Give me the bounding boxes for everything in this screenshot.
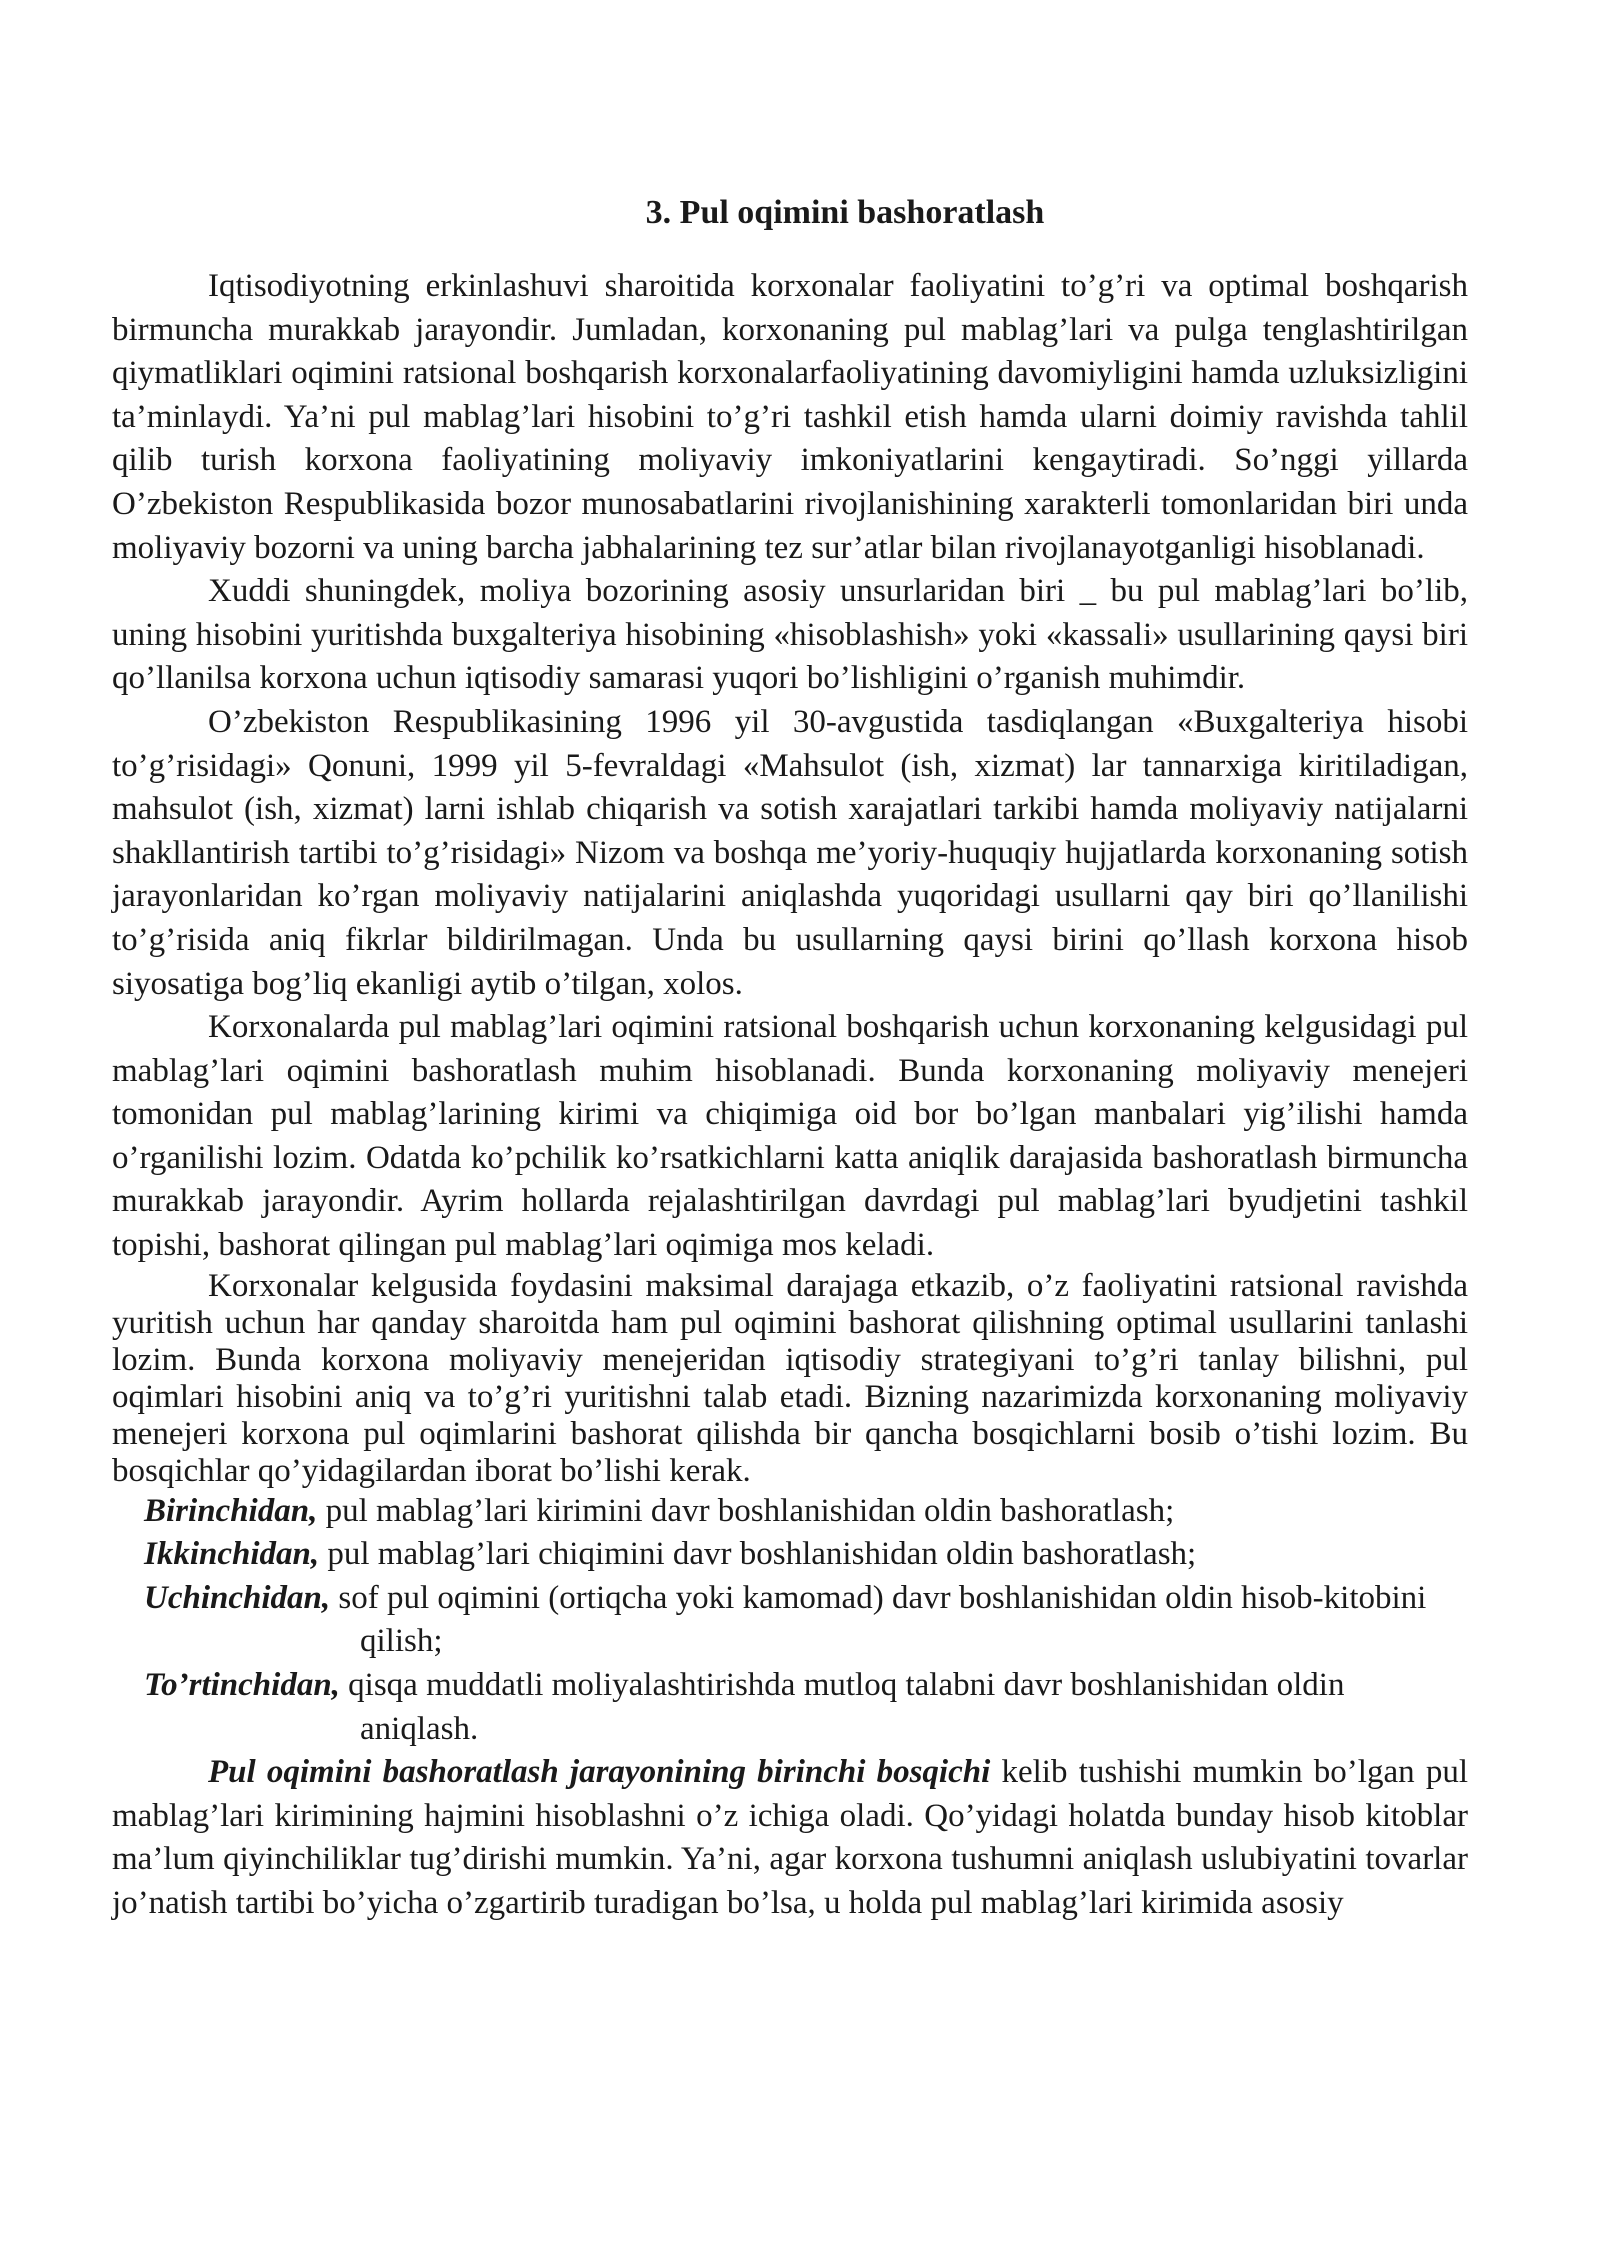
step-lead: Ikkinchidan,: [144, 1536, 320, 1573]
step-lead: Uchinchidan,: [144, 1579, 331, 1616]
step-lead: Birinchidan,: [144, 1492, 318, 1529]
paragraph-intro: Iqtisodiyotning erkinlashuvi sharoitida korxonalar faoliyatini to’g’ri va optimal boshqarish birmuncha murakkab jarayondir. Jumladan, korxonaning pul mablag’lari va pulga tenglashtirilgan qiymatliklari oqimini ratsional boshqarish korxonalarfaoliyatining davomiyligini hamda uzluksizligini ta’minlaydi. Ya’ni pul mablag’lari hisobini to’g’ri tashkil etish hamda ularni doimiy ravishda tahlil qilib turish korxona faoliyatining moliyaviy imkoniyatlarini kengaytiradi. So’nggi yillarda O’zbekiston Respublikasida bozor munosabatlarini rivojlanishining xarakterli tomonlaridan biri unda moliyaviy bozorni va uning barcha jabhalarining tez sur’atlar bilan rivojlanayotganligi hisoblanadi.: [112, 268, 1468, 566]
steps-list: [112, 1490, 1468, 1752]
list-item: [112, 1533, 1468, 1577]
paragraph-stages: Korxonalar kelgusida foydasini maksimal darajaga etkazib, o’z faoliyatini ratsional ravishda yuritish uchun har qanday sharoitda ham pul oqimini bashorat qilishning optimal usullarini tanlashi lozim. Bunda korxona moliyaviy menejeridan iqtisodiy strategiyani to’g’ri tanlay bilishni, pul oqimlari hisobini aniq va to’g’ri yuritishni talab etadi. Bizning nazarimizda korxonaning moliyaviy menejeri korxona pul oqimlarini bashorat qilishda bir qancha bosqichlarni bosib o’tishi lozim. Bu bosqichlar qo’yidagilardan iborat bo’lishi kerak.: [112, 1267, 1468, 1489]
paragraph-money-market: Xuddi shuningdek, moliya bozorining asosiy unsurlaridan biri _ bu pul mablag’lari bo’lib, uning hisobini yuritishda buxgalteriya hisobining «hisoblashish» yoki «kassali» usullarining qaysi biri qo’llanilsa korxona uchun iqtisodiy samarasi yuqori bo’lishligini o’rganish muhimdir.: [112, 573, 1468, 697]
list-item: [112, 1664, 1468, 1751]
document-page: [112, 185, 1468, 1926]
document-title: 3. Pul oqimini bashoratlash: [645, 194, 1045, 231]
step-text: pul mablag’lari chiqimini davr boshlanishidan oldin bashoratlash;: [319, 1536, 1197, 1573]
step-lead: To’rtinchidan,: [144, 1667, 340, 1704]
paragraph-legislation: O’zbekiston Respublikasining 1996 yil 30-avgustida tasdiqlangan «Buxgalteriya hisobi to’g’risidagi» Qonuni, 1999 yil 5-fevraldagi «Mahsulot (ish, xizmat) lar tannarxiga kiritiladigan, mahsulot (ish, xizmat) larni ishlab chiqarish va sotish xarajatlari tarkibi hamda moliyaviy natijalarni shakllantirish tartibi to’g’risidagi» Nizom va boshqa me’yoriy-huquqiy hujjatlarda korxonaning sotish jarayonlaridan ko’rgan moliyaviy natijalarini aniqlashda yuqoridagi usullarni qay biri qo’llanilishi to’g’risida aniq fikrlar bildirilmagan. Unda bu usullarning qaysi birini qo’llash korxona hisob siyosatiga bog’liq ekanligi aytib o’tilgan, xolos.: [112, 703, 1468, 1002]
paragraph-first-stage: [112, 1751, 1468, 1925]
first-stage-text: kelib tushishi mumkin bo’lgan pul mablag’lari kirimining hajmini hisoblashni o’z ichiga oladi. Qo’yidagi holatda bunday hisob kitoblar ma’lum qiyinchiliklar tug’dirishi mumkin. Ya’ni, agar korxona tushumni aniqlash uslubiyatini tovarlar jo’natish tartibi bo’yicha o’zgartirib turadigan bo’lsa, u holda pul mablag’lari kirimida asosiy: [112, 1754, 1468, 1921]
step-text: qisqa muddatli moliyalashtirishda mutloq talabni davr boshlanishidan oldin aniqlash.: [339, 1667, 1345, 1747]
list-item: [112, 1577, 1468, 1664]
step-text: sof pul oqimini (ortiqcha yoki kamomad) davr boshlanishidan oldin hisob-kitobini qilish;: [330, 1579, 1427, 1660]
first-stage-lead: Pul oqimini bashoratlash jarayonining birinchi bosqichi: [208, 1754, 991, 1791]
paragraph-forecasting: Korxonalarda pul mablag’lari oqimini ratsional boshqarish uchun korxonaning kelgusidagi pul mablag’lari oqimini bashoratlash muhim hisoblanadi. Bunda korxonaning moliyaviy menejeri tomonidan pul mablag’larining kirimi va chiqimiga oid bor bo’lgan manbalari yig’ilishi hamda o’rganilishi lozim. Odatda ko’pchilik ko’rsatkichlarni katta aniqlik darajasida bashoratlash birmuncha murakkab jarayondir. Ayrim hollarda rejalashtirilgan davrdagi pul mablag’lari byudjetini tashkil topishi, bashorat qilingan pul mablag’lari oqimiga mos keladi.: [112, 1009, 1468, 1264]
step-text: pul mablag’lari kirimini davr boshlanishidan oldin bashoratlash;: [317, 1492, 1175, 1529]
list-item: [112, 1490, 1468, 1534]
